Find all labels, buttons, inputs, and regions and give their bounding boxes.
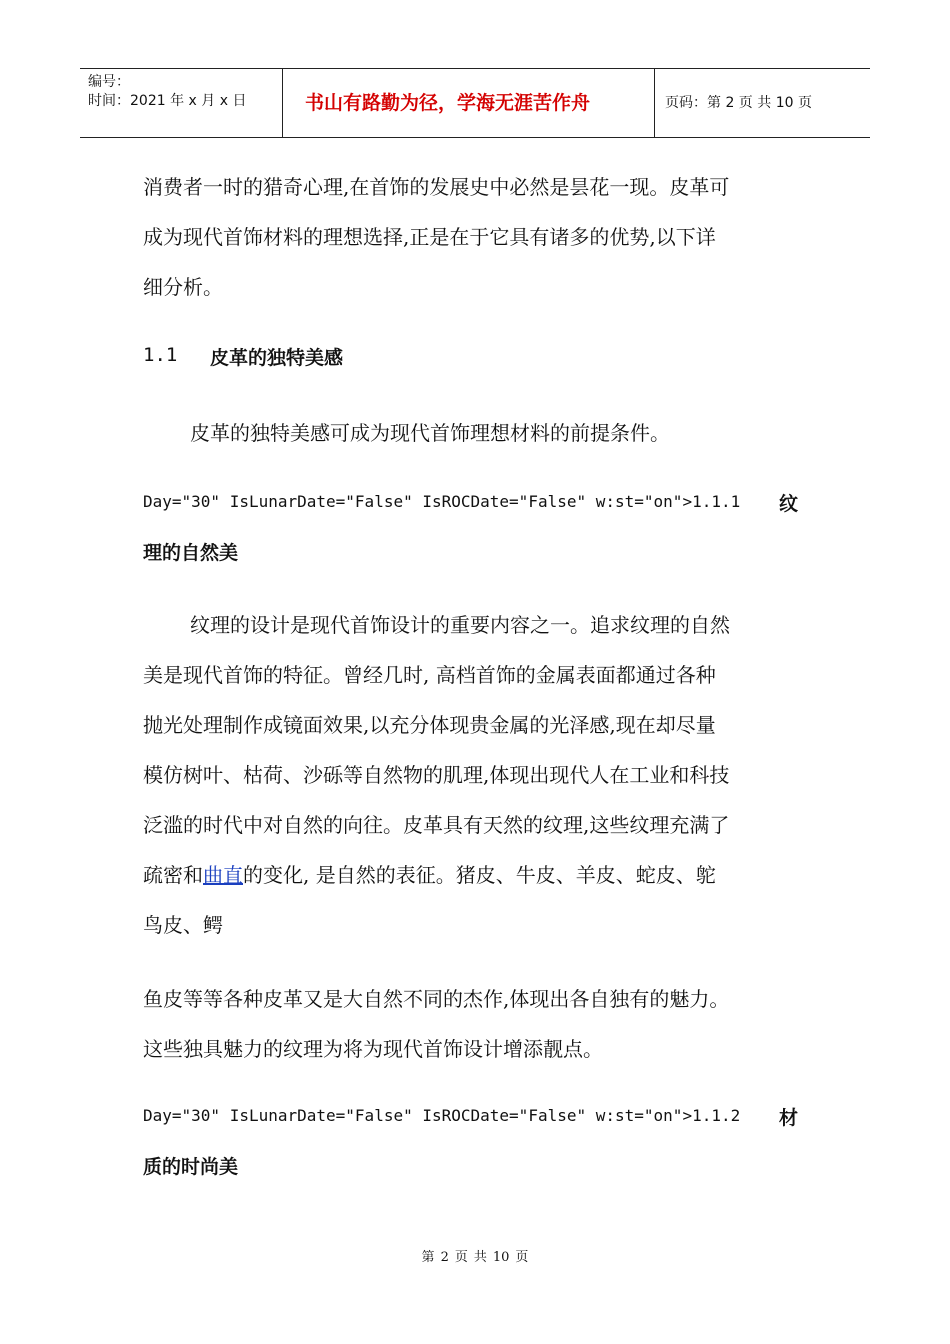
serial-label: 编号： bbox=[88, 74, 130, 90]
subsection-code: Day="30" IsLunarDate="False" IsROCDate="False" w:st="on">1.1.2 bbox=[143, 1106, 741, 1125]
paragraph-line: 细分析。 bbox=[143, 275, 223, 299]
subsection-title-end: 理的自然美 bbox=[143, 542, 239, 564]
paragraph-line: 抛光处理制作成镜面效果,以充分体现贵金属的光泽感,现在却尽量 bbox=[143, 713, 716, 737]
footer-text: 页 bbox=[454, 1250, 468, 1265]
header-meta bbox=[80, 69, 282, 137]
section-number: 1.1 bbox=[143, 344, 178, 366]
paragraph-line: 皮革的独特美感可成为现代首饰理想材料的前提条件。 bbox=[190, 421, 670, 445]
header-motto: 书山有路勤为径，学海无涯苦作舟 bbox=[282, 69, 655, 137]
header-box bbox=[80, 68, 870, 138]
subsection-title-start: 纹 bbox=[779, 493, 799, 515]
page-footer bbox=[0, 1246, 950, 1265]
paragraph-line: 泛滥的时代中对自然的向往。皮革具有天然的纹理,这些纹理充满了 bbox=[143, 813, 730, 837]
paragraph-line: 这些独具魅力的纹理为将为现代首饰设计增添靓点。 bbox=[143, 1037, 603, 1061]
text-run: 的变化, 是自然的表征。猪皮、牛皮、羊皮、蛇皮、鸵 bbox=[243, 863, 716, 887]
footer-text: 共 bbox=[473, 1250, 487, 1265]
footer-page: 2 bbox=[440, 1250, 449, 1265]
paragraph-line: 消费者一时的猎奇心理,在首饰的发展史中必然是昙花一现。皮革可 bbox=[143, 175, 730, 199]
paragraph-line bbox=[143, 859, 716, 888]
paragraph-line: 成为现代首饰材料的理想选择,正是在于它具有诸多的优势,以下详 bbox=[143, 225, 716, 249]
paragraph-line: 美是现代首饰的特征。曾经几时, 高档首饰的金属表面都通过各种 bbox=[143, 663, 716, 687]
subsection-title-end: 质的时尚美 bbox=[143, 1156, 239, 1178]
footer-text: 页 bbox=[515, 1250, 529, 1265]
footer-text: 第 bbox=[421, 1250, 435, 1265]
subsection-title-start: 材 bbox=[779, 1107, 799, 1129]
footer-total: 10 bbox=[492, 1250, 510, 1265]
link-quzhi[interactable]: 曲直 bbox=[203, 863, 243, 887]
paragraph-line: 鸟皮、鳄 bbox=[143, 913, 223, 937]
paragraph-line: 鱼皮等等各种皮革又是大自然不同的杰作,体现出各自独有的魅力。 bbox=[143, 987, 730, 1011]
subsection-code: Day="30" IsLunarDate="False" IsROCDate="False" w:st="on">1.1.1 bbox=[143, 492, 741, 511]
paragraph-line: 模仿树叶、枯荷、沙砾等自然物的肌理,体现出现代人在工业和科技 bbox=[143, 763, 730, 787]
header-page-code: 页码：第 2 页 共 10 页 bbox=[665, 95, 812, 111]
section-title: 皮革的独特美感 bbox=[210, 347, 344, 369]
paragraph-line: 纹理的设计是现代首饰设计的重要内容之一。追求纹理的自然 bbox=[190, 613, 730, 637]
date-label: 时间：2021 年 x 月 x 日 bbox=[88, 93, 247, 109]
text-run: 疏密和 bbox=[143, 863, 203, 887]
